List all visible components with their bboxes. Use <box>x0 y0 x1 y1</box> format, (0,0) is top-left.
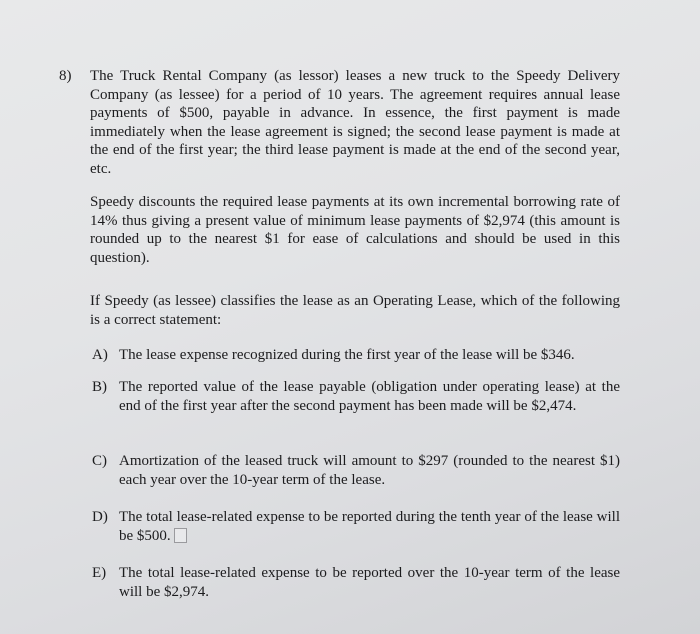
answer-option-d[interactable] <box>92 508 620 545</box>
answer-option-b[interactable] <box>92 378 620 415</box>
option-letter: C) <box>92 453 107 469</box>
option-text: The total lease-related expense to be reported over the 10-year term of the lease will be $2,974. <box>119 565 620 600</box>
option-text: The lease expense recognized during the first year of the lease will be $346. <box>119 347 575 363</box>
question-prompt: If Speedy (as lessee) classifies the lease as an Operating Lease, which of the following is a correct statement: <box>90 293 620 328</box>
answer-option-c[interactable] <box>92 452 620 489</box>
answer-checkbox[interactable] <box>174 528 187 543</box>
option-text-content: The total lease-related expense to be reported during the tenth year of the lease will be $500. <box>119 509 620 544</box>
answer-option-e[interactable] <box>92 564 620 601</box>
option-text: Amortization of the leased truck will amount to $297 (rounded to the nearest $1) each year over the 10-year term of the lease. <box>119 453 620 488</box>
answer-option-a[interactable] <box>92 346 620 365</box>
question-paragraph-discount-rate: Speedy discounts the required lease payments at its own incremental borrowing rate of 14% thus giving a present value of minimum lease payments of $2,974 (this amount is rounded up to the nearest $1 for ease of calculations and should be used in this question). <box>90 194 620 266</box>
option-letter: E) <box>92 565 107 581</box>
question-paragraph-lease-terms: The Truck Rental Company (as lessor) leases a new truck to the Speedy Delivery Company (as lessee) for a period of 10 years. The agreement requires annual lease payments of $500, payable in advance. In essence, the first payment is made immediately when the lease agreement is signed; the second lease payment is made at the end of the first year; the third lease payment is made at the end of the second year, etc. <box>90 68 620 177</box>
option-letter: B) <box>92 379 107 395</box>
question-number: 8) <box>59 68 72 84</box>
option-text: The reported value of the lease payable (obligation under operating lease) at the end of the first year after the second payment has been made will be $2,474. <box>119 379 620 414</box>
option-letter: D) <box>92 509 108 525</box>
option-letter: A) <box>92 347 108 363</box>
option-text <box>119 508 620 545</box>
